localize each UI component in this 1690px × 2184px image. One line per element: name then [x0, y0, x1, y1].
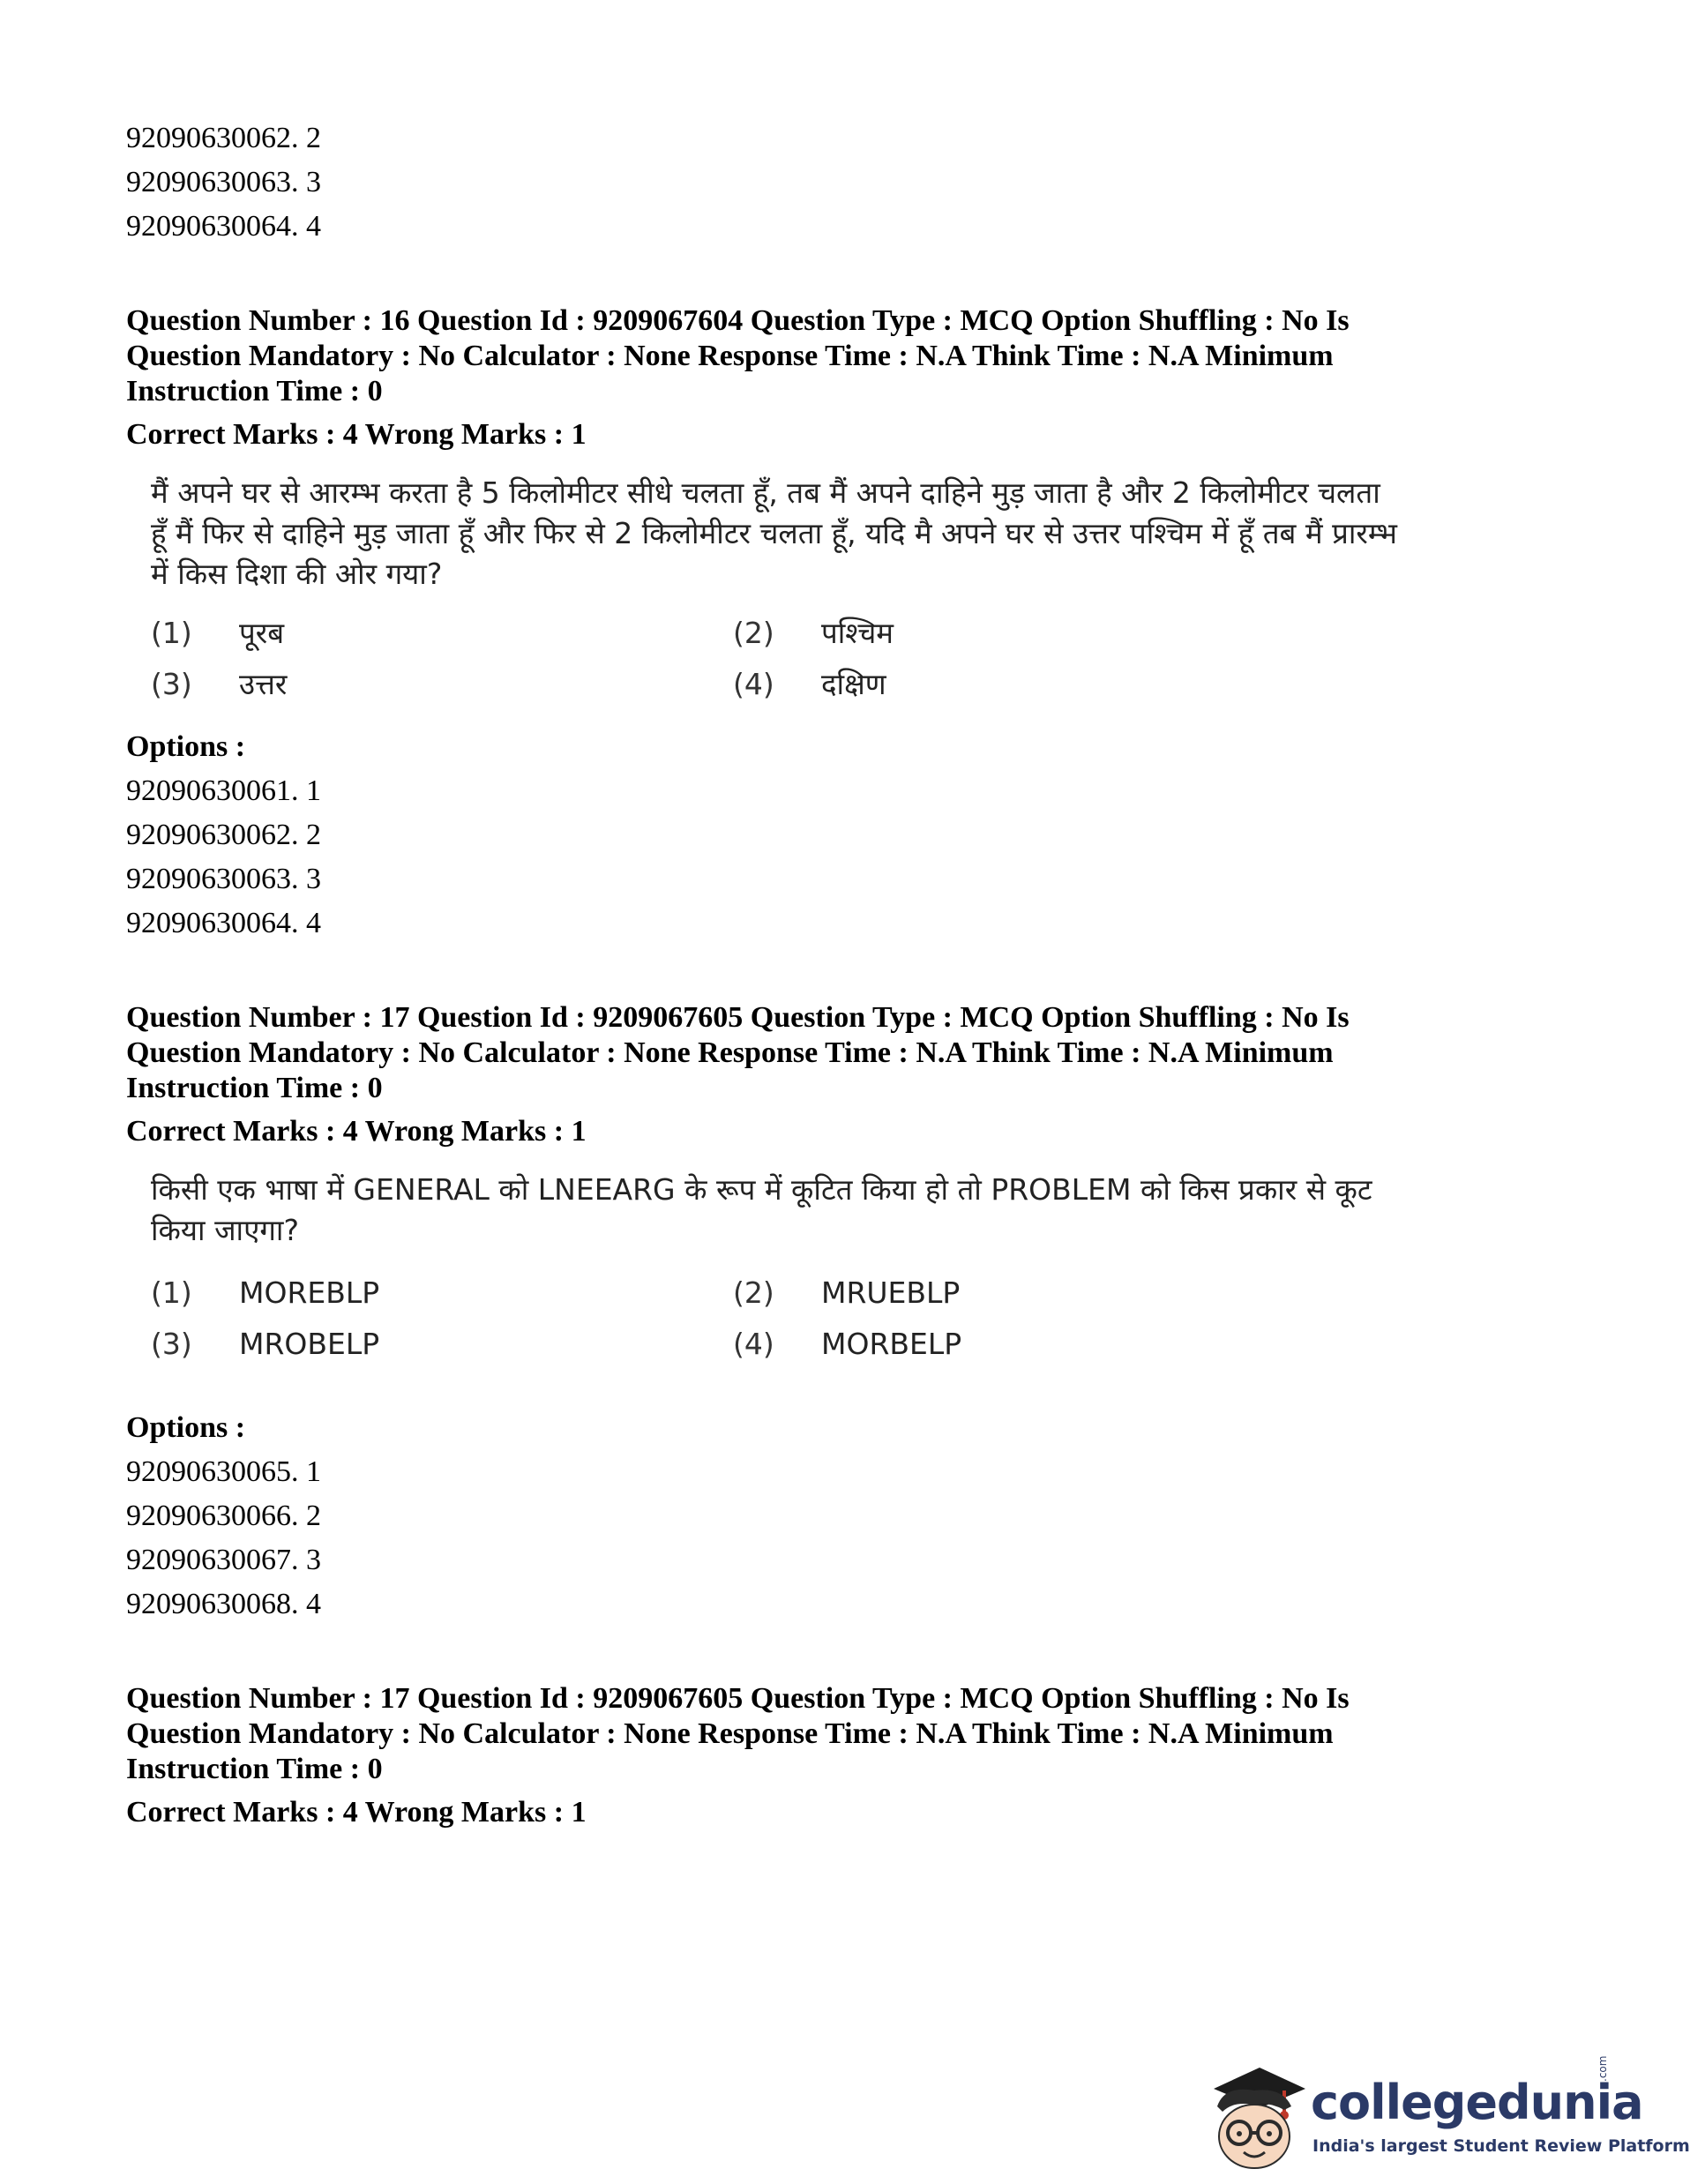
- choice-number: (2): [733, 616, 774, 650]
- option-line: 92090630068. 4: [126, 1588, 321, 1620]
- logo-domain-suffix: .com: [1597, 2055, 1609, 2082]
- option-line: 92090630063. 3: [126, 863, 321, 895]
- choice-label: पश्चिम: [821, 616, 894, 650]
- option-line: 92090630061. 1: [126, 774, 321, 807]
- options-heading: Options :: [126, 1411, 246, 1444]
- answer-choice: [151, 614, 733, 653]
- choice-label: MOREBLP: [239, 1275, 380, 1310]
- choice-label: दक्षिण: [821, 667, 886, 701]
- question-text: मैं अपने घर से आरम्भ करता है 5 किलोमीटर सीधे चलता हूँ, तब मैं अपने दाहिने मुड़ जाता है और 2 किलोमीटर चलता हूँ मैं फिर से दाहिने मुड़ जाता हूँ और फिर से 2 किलोमीटर चलता हूँ, यदि मै अपने घर से उत्तर पश्चिम में हूँ तब मैं प्रारम्भ में किस दिशा की ओर गया?: [151, 475, 1397, 591]
- choice-number: (1): [151, 1275, 192, 1310]
- choice-number: (3): [151, 1327, 192, 1361]
- question-body: [126, 1170, 1502, 1364]
- question-marks: Correct Marks : 4 Wrong Marks : 1: [126, 418, 587, 451]
- option-line: 92090630065. 1: [126, 1455, 321, 1488]
- option-line: 92090630067. 3: [126, 1544, 321, 1576]
- choice-number: (4): [733, 1327, 774, 1361]
- question-17: [126, 1000, 1502, 1627]
- choice-number: (2): [733, 1275, 774, 1310]
- answer-choice: [733, 614, 1262, 653]
- option-line: 92090630063. 3: [126, 166, 321, 198]
- question-marks: Correct Marks : 4 Wrong Marks : 1: [126, 1115, 587, 1148]
- options-heading: Options :: [126, 730, 246, 763]
- choice-label: पूरब: [239, 616, 285, 650]
- answer-choice: [151, 1274, 733, 1313]
- option-line: 92090630066. 2: [126, 1500, 321, 1532]
- document-page: [126, 0, 1502, 1835]
- choice-number: (4): [733, 667, 774, 701]
- choice-number: (3): [151, 667, 192, 701]
- answer-choice: [733, 665, 1262, 704]
- option-line: 92090630064. 4: [126, 907, 321, 939]
- answer-choices: [126, 1274, 1502, 1364]
- choice-number: (1): [151, 616, 192, 650]
- answer-choice: [733, 1274, 1262, 1313]
- option-line: 92090630062. 2: [126, 122, 321, 154]
- answer-choice: [151, 1325, 733, 1364]
- choice-label: MROBELP: [239, 1327, 380, 1361]
- option-line: 92090630064. 4: [126, 210, 321, 243]
- logo-wordmark: collegedunia: [1311, 2075, 1643, 2130]
- collegedunia-logo: [1198, 2055, 1690, 2179]
- answer-choices: [126, 614, 1502, 704]
- question-meta: Question Number : 16 Question Id : 9209067604 Question Type : MCQ Option Shuffling : No Is Question Mandatory : No Calculator : None Response Time : N.A Think Time : N.A Minimum Instruction Time : 0: [126, 304, 1350, 408]
- answer-choice: [151, 665, 733, 704]
- logo-tagline: India's largest Student Review Platform: [1312, 2136, 1690, 2156]
- question-16: [126, 303, 1502, 946]
- choice-label: MORBELP: [821, 1327, 962, 1361]
- answer-choice: [733, 1325, 1262, 1364]
- question-meta: Question Number : 17 Question Id : 9209067605 Question Type : MCQ Option Shuffling : No Is Question Mandatory : No Calculator : None Response Time : N.A Think Time : N.A Minimum Instruction Time : 0: [126, 1001, 1350, 1104]
- question-marks: Correct Marks : 4 Wrong Marks : 1: [126, 1796, 587, 1829]
- option-line: 92090630062. 2: [126, 819, 321, 851]
- question-17-repeat: [126, 1681, 1502, 1835]
- question-body: [126, 473, 1502, 704]
- choice-label: उत्तर: [239, 667, 288, 701]
- question-text: किसी एक भाषा में GENERAL को LNEEARG के रूप में कूटित किया हो तो PROBLEM को किस प्रकार से कूट किया जाएगा?: [151, 1172, 1372, 1247]
- mascot-icon: [1198, 2055, 1312, 2179]
- choice-label: MRUEBLP: [821, 1275, 961, 1310]
- question-meta: Question Number : 17 Question Id : 9209067605 Question Type : MCQ Option Shuffling : No Is Question Mandatory : No Calculator : None Response Time : N.A Think Time : N.A Minimum Instruction Time : 0: [126, 1682, 1350, 1785]
